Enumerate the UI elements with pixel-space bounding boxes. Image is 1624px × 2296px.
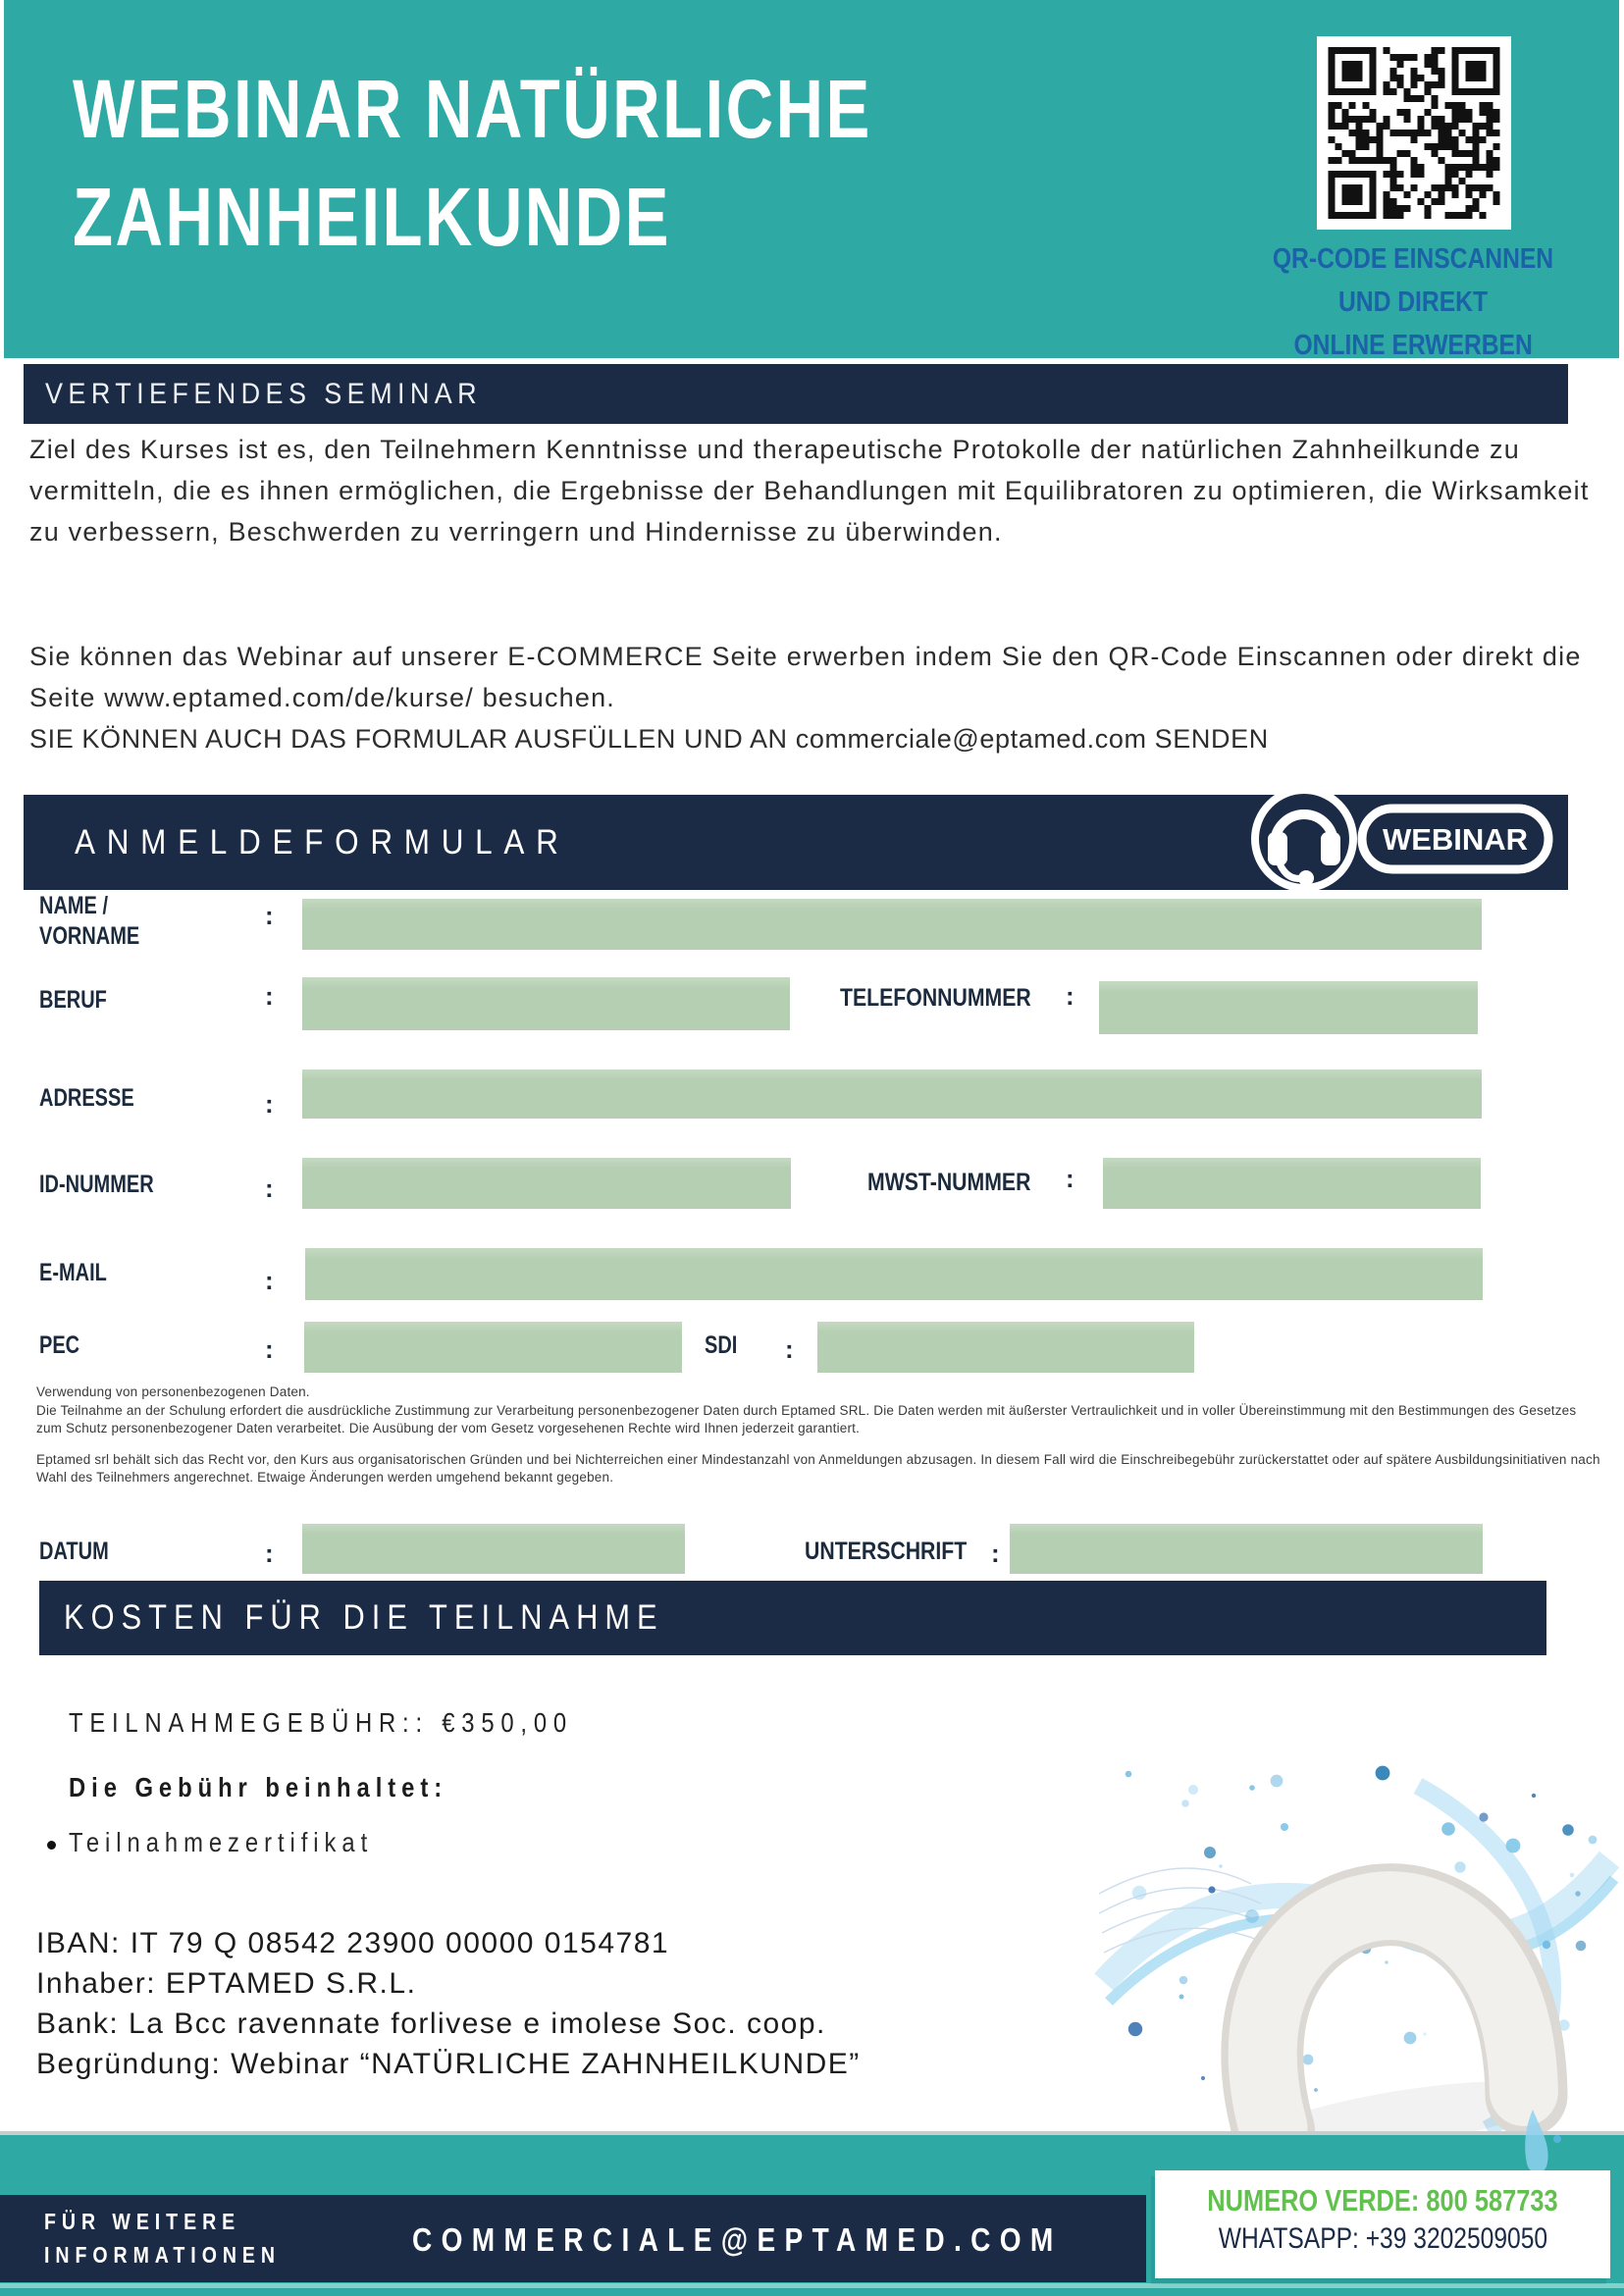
seminar-heading: VERTIEFENDES SEMINAR: [45, 378, 483, 410]
fee-line: TEILNAHMEGEBÜHR:: €350,00: [69, 1707, 573, 1738]
unterschrift-input[interactable]: [1010, 1524, 1483, 1574]
costs-heading: KOSTEN FÜR DIE TEILNAHME: [64, 1598, 664, 1637]
seminar-heading-bar: [24, 364, 1568, 424]
qr-caption-line1: QR-CODE EINSCANNEN UND DIREKT: [1272, 243, 1554, 318]
includes-label: Die Gebühr beinhaltet:: [69, 1772, 448, 1802]
datum-field-label: DATUM: [39, 1538, 109, 1565]
costs-heading-bar: [39, 1581, 1546, 1655]
privacy-paragraph-2: Eptamed srl behält sich das Recht vor, den Kurs aus organisatorischen Gründen und bei Nichterreichen einer Mindestanzahl von Anmeldungen abzusagen. In diesem Fall wird die Einschreibegebühr zurückerstattet oder auf spätere Ausbildungsinitiativen nach Wahl des Teilnehmers angerechnet. Etwaige Änderungen werden umgehend bekannt gegeben.: [36, 1451, 1600, 1485]
bullet-icon: [47, 1841, 56, 1850]
beruf-field-label: BERUF: [39, 986, 107, 1014]
qr-caption-line2: ONLINE ERWERBEN: [1293, 330, 1533, 361]
adresse-input[interactable]: [302, 1070, 1482, 1119]
field-colon: :: [265, 901, 274, 930]
whatsapp-number: WHATSAPP: +39 3202509050: [1218, 2222, 1547, 2255]
field-colon: :: [785, 1334, 794, 1364]
privacy-text: [36, 1383, 1604, 1487]
contact-card: [1155, 2170, 1610, 2278]
field-colon: :: [265, 1539, 274, 1568]
webinar-logo: [1244, 781, 1558, 897]
footer-email: COMMERCIALE@EPTAMED.COM: [412, 2221, 1063, 2258]
webinar-logo-label: WEBINAR: [1382, 822, 1529, 857]
unterschrift-field-label: UNTERSCHRIFT: [805, 1538, 968, 1565]
page-title: [73, 55, 1072, 271]
field-colon: :: [1066, 1164, 1074, 1193]
field-colon: :: [1066, 981, 1074, 1011]
datum-input[interactable]: [302, 1524, 685, 1574]
holder-line: Inhaber: EPTAMED S.R.L.: [36, 1967, 417, 2000]
field-colon: :: [265, 1089, 274, 1119]
name-field-label: NAME / VORNAME: [39, 892, 140, 950]
field-colon: :: [265, 1174, 274, 1203]
pec-field-label: PEC: [39, 1331, 80, 1359]
pec-input[interactable]: [304, 1322, 682, 1373]
field-colon: :: [265, 1266, 274, 1295]
adresse-field-label: ADRESSE: [39, 1084, 134, 1112]
footer-stripe: [0, 2283, 1624, 2288]
page-title-line1: WEBINAR NATÜRLICHE: [73, 63, 872, 155]
sdi-field-label: SDI: [705, 1331, 738, 1359]
field-colon: :: [265, 1334, 274, 1364]
reason-line: Begründung: Webinar “NATÜRLICHE ZAHNHEILKUNDE”: [36, 2048, 861, 2080]
sdi-input[interactable]: [817, 1322, 1194, 1373]
mwst-field-label: MWST-NUMMER: [867, 1169, 1031, 1196]
email-input[interactable]: [305, 1248, 1483, 1300]
iban-line: IBAN: IT 79 Q 08542 23900 00000 0154781: [36, 1927, 670, 1959]
email-field-label: E-MAIL: [39, 1259, 107, 1286]
beruf-input[interactable]: [302, 977, 790, 1030]
qr-code: [1317, 36, 1511, 230]
telefon-input[interactable]: [1099, 981, 1478, 1034]
page-title-line2: ZAHNHEILKUNDE: [73, 171, 671, 263]
privacy-paragraph-1: Die Teilnahme an der Schulung erfordert die ausdrückliche Zustimmung zur Verarbeitung personenbezogener Daten durch Eptamed SRL. Die Daten werden mit äußerster Vertraulichkeit und in voller Übereinstimmung mit den Bestimmungen des Gesetzes zum Schutz personenbezogener Daten verarbeitet. Die Ausübung der vom Gesetz vorgesehenen Rechte wird Ihnen jederzeit garantiert.: [36, 1402, 1577, 1435]
seminar-paragraph: Ziel des Kurses ist es, den Teilnehmern Kenntnisse und therapeutische Protokolle der natürlichen Zahnheilkunde zu vermitteln, die es ihnen ermöglichen, die Ergebnisse der Behandlungen mit Equilibratoren zu optimieren, die Wirksamkeit zu verbessern, Beschwerden zu verringern und Hindernisse zu überwinden.: [29, 435, 1590, 547]
form-note: SIE KÖNNEN AUCH DAS FORMULAR AUSFÜLLEN UND AN commerciale@eptamed.com SENDEN: [29, 724, 1269, 754]
numero-verde: NUMERO VERDE: 800 587733: [1207, 2183, 1558, 2218]
id-input[interactable]: [302, 1158, 791, 1209]
mouthguard-splash-art: [1094, 1747, 1624, 2139]
water-drip-icon: [1511, 2110, 1580, 2178]
purchase-paragraph: Sie können das Webinar auf unserer E-COMMERCE Seite erwerben indem Sie den QR-Code Einscannen oder direkt die Seite www.eptamed.com/de/kurse/ besuchen.: [29, 642, 1582, 712]
id-field-label: ID-NUMMER: [39, 1171, 154, 1198]
telefon-field-label: TELEFONNUMMER: [840, 984, 1031, 1012]
includes-bullet-item: Teilnahmezertifikat: [69, 1827, 374, 1857]
name-input[interactable]: [302, 899, 1482, 950]
payment-details: [36, 1923, 861, 2084]
privacy-title: Verwendung von personenbezogenen Daten.: [36, 1384, 310, 1399]
field-colon: :: [265, 981, 274, 1011]
footer-info-label: FÜR WEITERE INFORMATIONEN: [44, 2209, 281, 2268]
header-banner: [4, 0, 1619, 361]
form-heading: ANMELDEFORMULAR: [75, 823, 570, 861]
mwst-input[interactable]: [1103, 1158, 1481, 1209]
qr-caption: [1232, 237, 1594, 367]
bank-line: Bank: La Bcc ravennate forlivese e imolese Soc. coop.: [36, 2008, 826, 2040]
field-colon: :: [991, 1539, 1000, 1568]
